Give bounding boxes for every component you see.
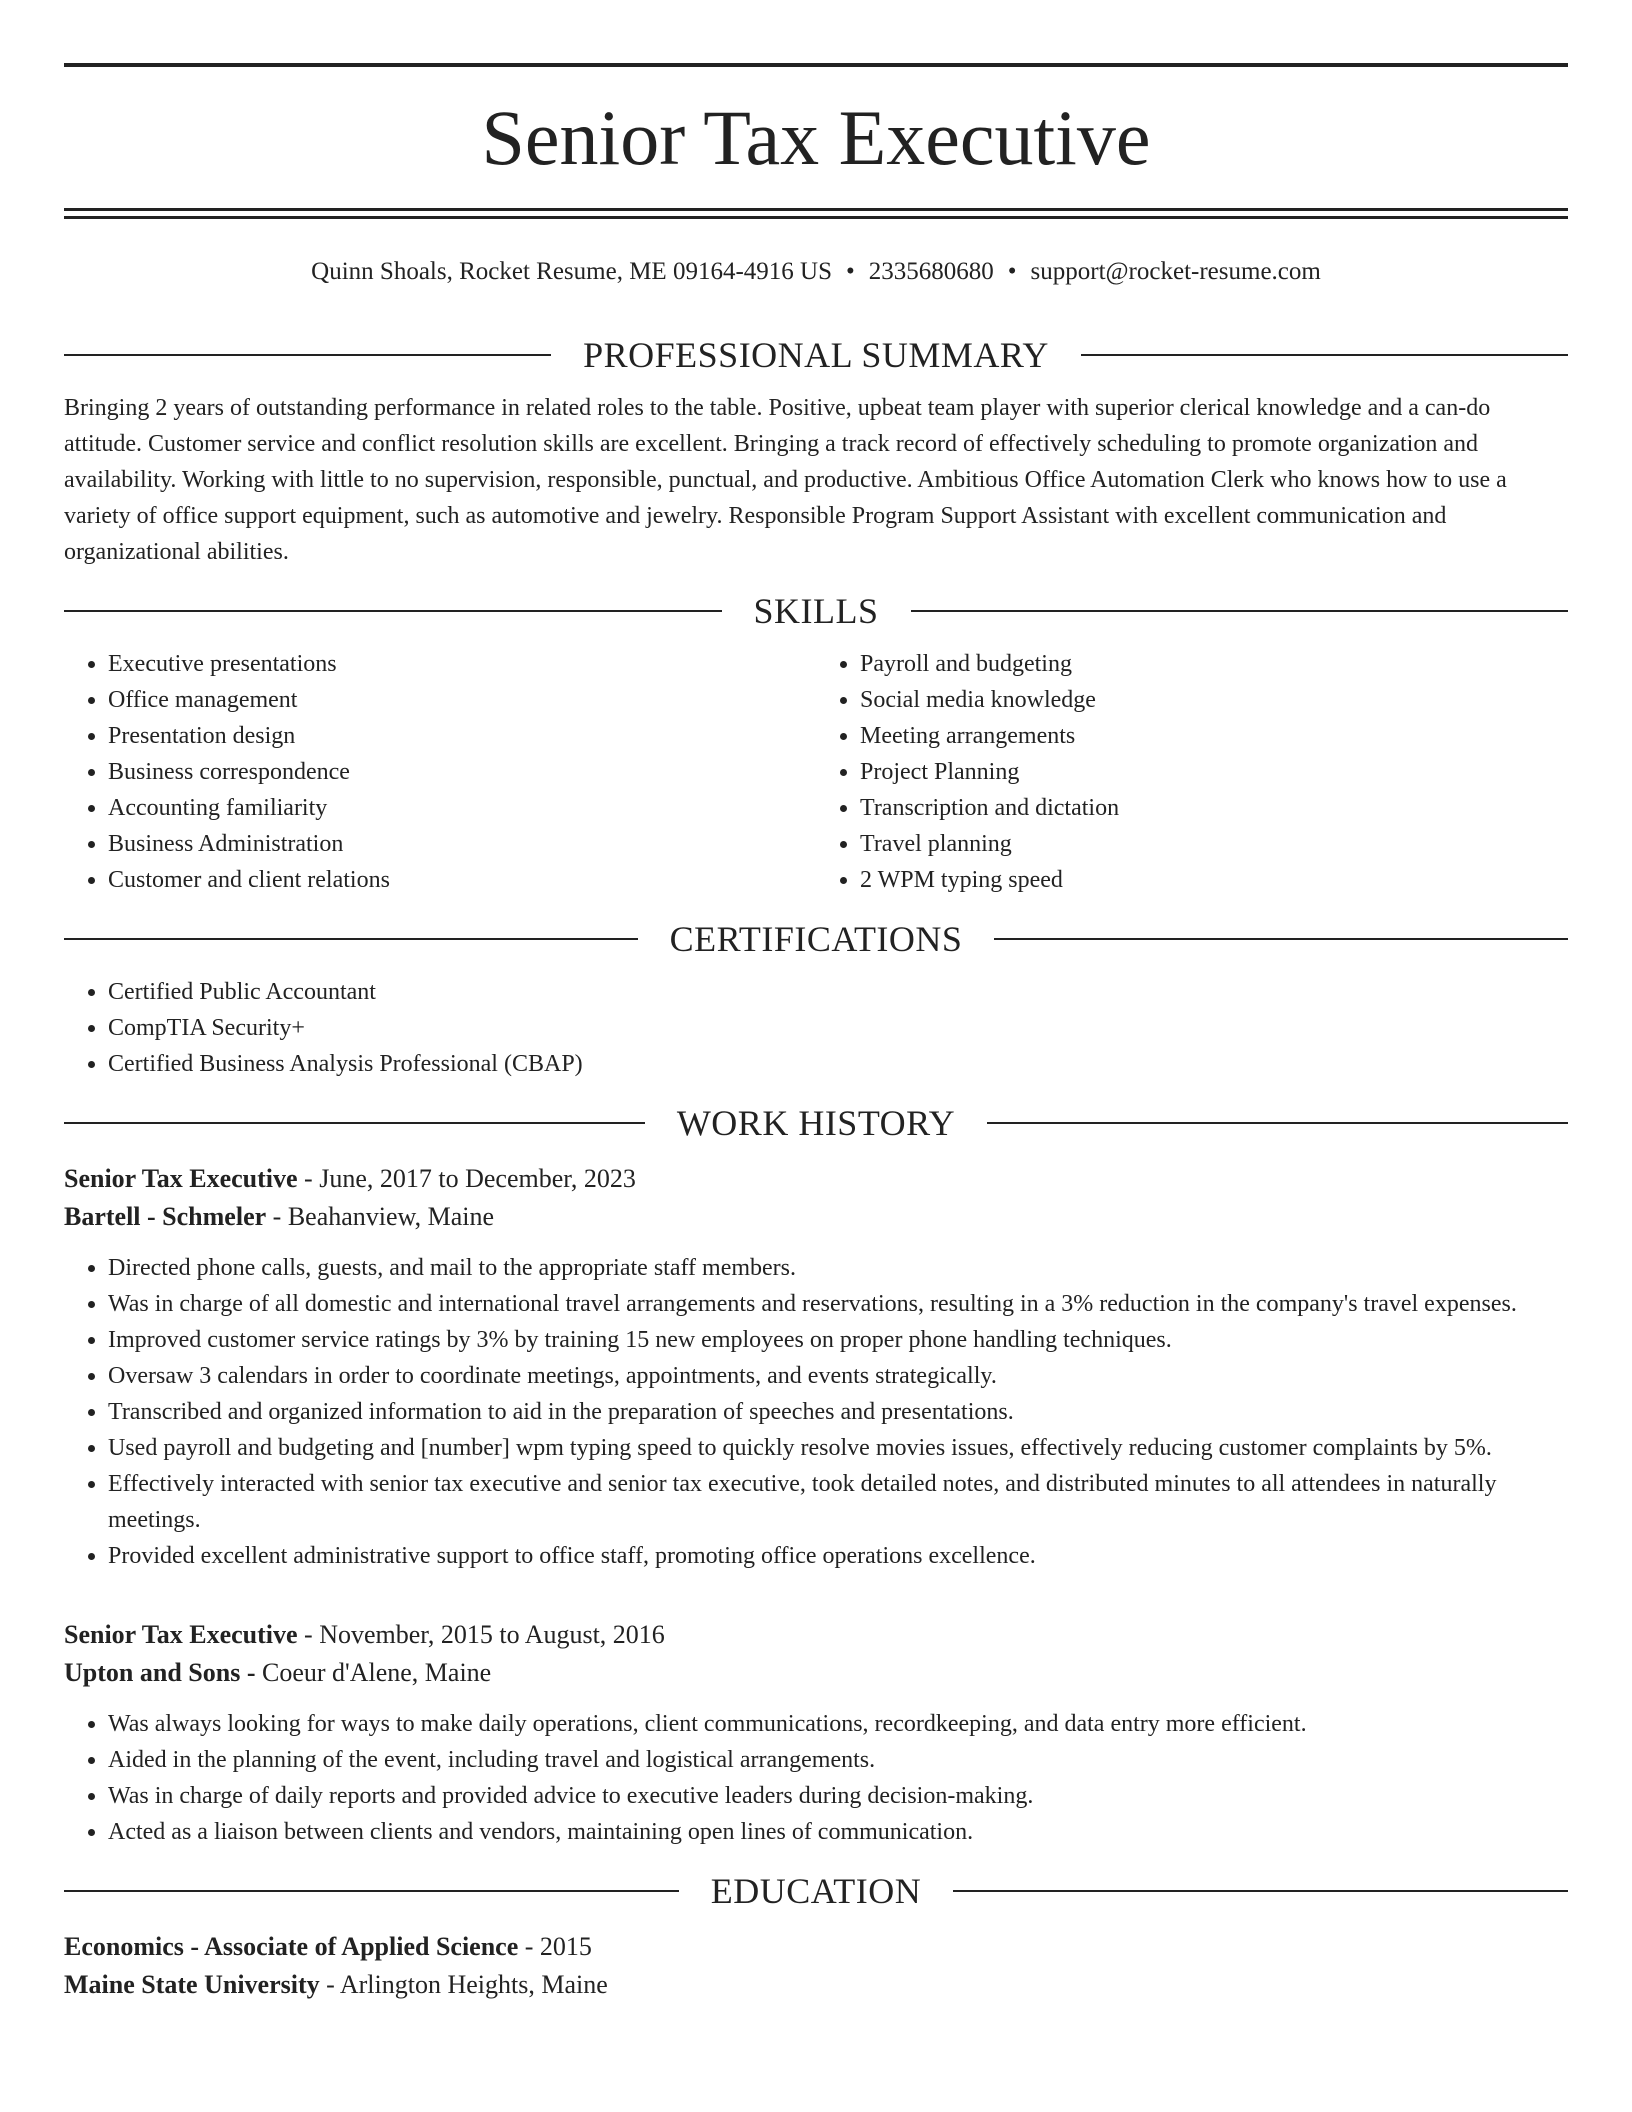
education-degree: Economics - Associate of Applied Science — [64, 1932, 519, 1961]
skills-column-right — [816, 646, 1568, 898]
heading-rule — [911, 610, 1569, 612]
list-item: • 2 WPM typing speed — [860, 862, 1568, 898]
section-heading-education — [64, 1864, 1568, 1918]
list-item: • Used payroll and budgeting and [number] wpm typing speed to quickly resolve movies issues, effectively reducing customer complaints by 5%. — [108, 1430, 1568, 1466]
list-item: • Social media knowledge — [860, 682, 1568, 718]
resume-body — [64, 328, 1568, 2004]
list-item: • Provided excellent administrative support to office staff, promoting office operations excellence. — [108, 1538, 1568, 1574]
list-item: • Payroll and budgeting — [860, 646, 1568, 682]
list-item: • Meeting arrangements — [860, 718, 1568, 754]
job-title: Senior Tax Executive — [64, 1164, 298, 1193]
list-item: • Acted as a liaison between clients and vendors, maintaining open lines of communication. — [108, 1814, 1568, 1850]
certifications-list — [64, 974, 1568, 1082]
job-dates: - November, 2015 to August, 2016 — [297, 1620, 665, 1649]
education-entry — [64, 1928, 1568, 2004]
job-employer: Bartell - Schmeler — [64, 1202, 267, 1231]
list-item: • Certified Public Accountant — [108, 974, 1568, 1010]
list-item: • Improved customer service ratings by 3% by training 15 new employees on proper phone handling techniques. — [108, 1322, 1568, 1358]
section-title: EDUCATION — [710, 1871, 922, 1911]
job-dates: - June, 2017 to December, 2023 — [297, 1164, 636, 1193]
list-item: • Presentation design — [108, 718, 816, 754]
education-year: - 2015 — [518, 1932, 592, 1961]
job-employer: Upton and Sons - — [64, 1658, 262, 1687]
heading-rule — [64, 354, 551, 356]
list-item: • Aided in the planning of the event, including travel and logistical arrangements. — [108, 1742, 1568, 1778]
job-title-line — [64, 1616, 1568, 1654]
section-heading-summary — [64, 328, 1568, 382]
education-degree-line — [64, 1928, 1568, 1966]
list-item: • Accounting familiarity — [108, 790, 816, 826]
job-location: Coeur d'Alene, Maine — [261, 1658, 492, 1687]
heading-rule — [64, 1122, 645, 1124]
job-bullets — [64, 1250, 1568, 1574]
heading-rule — [1081, 354, 1568, 356]
list-item: • Office management — [108, 682, 816, 718]
job-bullets — [64, 1706, 1568, 1850]
education-school: Maine State University — [64, 1970, 320, 1999]
education-school-line — [64, 1966, 1568, 2004]
job-title: Senior Tax Executive — [64, 1620, 298, 1649]
list-item: • Transcribed and organized information to aid in the preparation of speeches and presentations. — [108, 1394, 1568, 1430]
contact-email: support@rocket-resume.com — [1030, 258, 1321, 285]
section-title: CERTIFICATIONS — [669, 919, 963, 959]
job-employer-line — [64, 1198, 1568, 1236]
list-item: • Business correspondence — [108, 754, 816, 790]
list-item: • Oversaw 3 calendars in order to coordinate meetings, appointments, and events strategically. — [108, 1358, 1568, 1394]
list-item: • CompTIA Security+ — [108, 1010, 1568, 1046]
title-double-rule — [64, 208, 1568, 219]
job-entry — [64, 1616, 1568, 1850]
list-item: • Was in charge of daily reports and provided advice to executive leaders during decision-making. — [108, 1778, 1568, 1814]
job-title-line — [64, 1160, 1568, 1198]
section-title: SKILLS — [753, 591, 879, 631]
list-item: • Travel planning — [860, 826, 1568, 862]
section-title: PROFESSIONAL SUMMARY — [583, 335, 1049, 375]
list-item: • Transcription and dictation — [860, 790, 1568, 826]
heading-rule — [64, 1890, 679, 1892]
list-item: • Executive presentations — [108, 646, 816, 682]
job-location: - Beahanview, Maine — [266, 1202, 495, 1231]
work-history — [64, 1160, 1568, 1850]
contact-separator: • — [1007, 258, 1017, 285]
heading-rule — [64, 610, 722, 612]
list-item: • Effectively interacted with senior tax executive and senior tax executive, took detailed notes, and distributed minutes to all attendees in naturally meetings. — [108, 1466, 1568, 1538]
section-heading-skills — [64, 584, 1568, 638]
list-item: • Business Administration — [108, 826, 816, 862]
heading-rule — [987, 1122, 1568, 1124]
skills-list — [64, 646, 1568, 898]
heading-rule — [64, 938, 638, 940]
resume-title: Senior Tax Executive — [481, 94, 1151, 181]
summary-text: Bringing 2 years of outstanding performance in related roles to the table. Positive, upbeat team player with superior clerical knowledge and a can-do attitude. Customer service and conflict resolution skills are excellent. Bringing a track record of effectively scheduling to promote organization and availability. Working with little to no supervision, responsible, punctual, and productive. Ambitious Office Automation Clerk who knows how to use a variety of office support equipment, such as automotive and jewelry. Responsible Program Support Assistant with excellent communication and organizational abilities. — [64, 395, 1507, 565]
list-item: • Project Planning — [860, 754, 1568, 790]
job-entry — [64, 1160, 1568, 1574]
education-location: - Arlington Heights, Maine — [319, 1970, 608, 1999]
list-item: • Was always looking for ways to make daily operations, client communications, recordkeeping, and data entry more efficient. — [108, 1706, 1568, 1742]
section-heading-work-history — [64, 1096, 1568, 1150]
heading-rule — [994, 938, 1568, 940]
contact-separator: • — [846, 258, 855, 285]
section-heading-certifications — [64, 912, 1568, 966]
contact-line — [64, 254, 1568, 290]
list-item: • Directed phone calls, guests, and mail to the appropriate staff members. — [108, 1250, 1568, 1286]
list-item: • Was in charge of all domestic and international travel arrangements and reservations, resulting in a 3% reduction in the company's travel expenses. — [108, 1286, 1568, 1322]
list-item: • Certified Business Analysis Professional (CBAP) — [108, 1046, 1568, 1082]
job-employer-line — [64, 1654, 1568, 1692]
top-rule — [64, 63, 1568, 67]
contact-address: Quinn Shoals, Rocket Resume, ME 09164-4916 US — [311, 258, 832, 285]
heading-rule — [953, 1890, 1568, 1892]
section-title: WORK HISTORY — [676, 1103, 956, 1143]
list-item: • Customer and client relations — [108, 862, 816, 898]
skills-column-left — [64, 646, 816, 898]
contact-phone: 2335680680 — [868, 258, 994, 285]
